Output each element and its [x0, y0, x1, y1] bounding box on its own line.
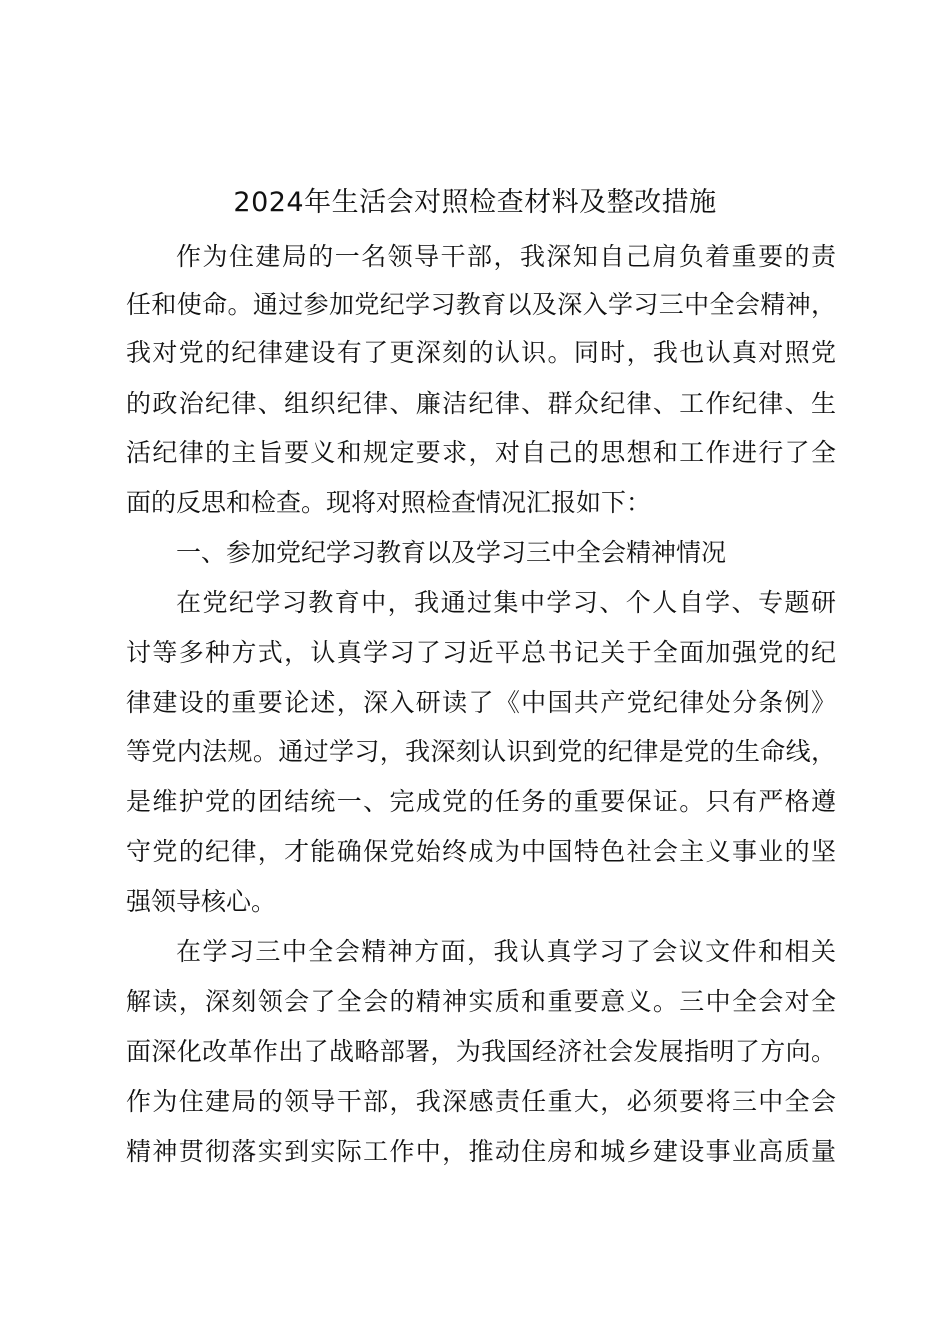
paragraph-line: 任和使命。通过参加党纪学习教育以及深入学习三中全会精神，: [126, 290, 836, 319]
paragraph-line: 律建设的重要论述，深入研读了《中国共产党纪律处分条例》: [126, 688, 836, 717]
paragraph-line: 讨等多种方式，认真学习了习近平总书记关于全面加强党的纪: [126, 638, 836, 667]
paragraph-line: 活纪律的主旨要义和规定要求，对自己的思想和工作进行了全: [126, 438, 836, 467]
document-title: 2024年生活会对照检查材料及整改措施: [233, 187, 717, 218]
paragraph-line: 的政治纪律、组织纪律、廉洁纪律、群众纪律、工作纪律、生: [126, 389, 836, 418]
section-heading: 一、参加党纪学习教育以及学习三中全会精神情况: [176, 538, 727, 567]
paragraph-line: 守党的纪律，才能确保党始终成为中国特色社会主义事业的坚: [126, 837, 836, 866]
paragraph-line: 面的反思和检查。现将对照检查情况汇报如下：: [126, 488, 652, 517]
paragraph-line: 我对党的纪律建设有了更深刻的认识。同时，我也认真对照党: [126, 338, 836, 367]
paragraph-line: 在党纪学习教育中，我通过集中学习、个人自学、专题研: [176, 588, 836, 617]
paragraph-line: 精神贯彻落实到实际工作中，推动住房和城乡建设事业高质量: [126, 1137, 836, 1166]
paragraph-line: 作为住建局的领导干部，我深感责任重大，必须要将三中全会: [126, 1087, 836, 1116]
paragraph-line: 解读，深刻领会了全会的精神实质和重要意义。三中全会对全: [126, 987, 836, 1016]
paragraph-line: 等党内法规。通过学习，我深刻认识到党的纪律是党的生命线，: [126, 737, 836, 766]
paragraph-line: 是维护党的团结统一、完成党的任务的重要保证。只有严格遵: [126, 787, 836, 816]
paragraph-line: 在学习三中全会精神方面，我认真学习了会议文件和相关: [176, 937, 836, 966]
paragraph-line: 作为住建局的一名领导干部，我深知自己肩负着重要的责: [176, 242, 836, 271]
paragraph-line: 面深化改革作出了战略部署，为我国经济社会发展指明了方向。: [126, 1037, 836, 1066]
paragraph-line: 强领导核心。: [126, 887, 277, 916]
